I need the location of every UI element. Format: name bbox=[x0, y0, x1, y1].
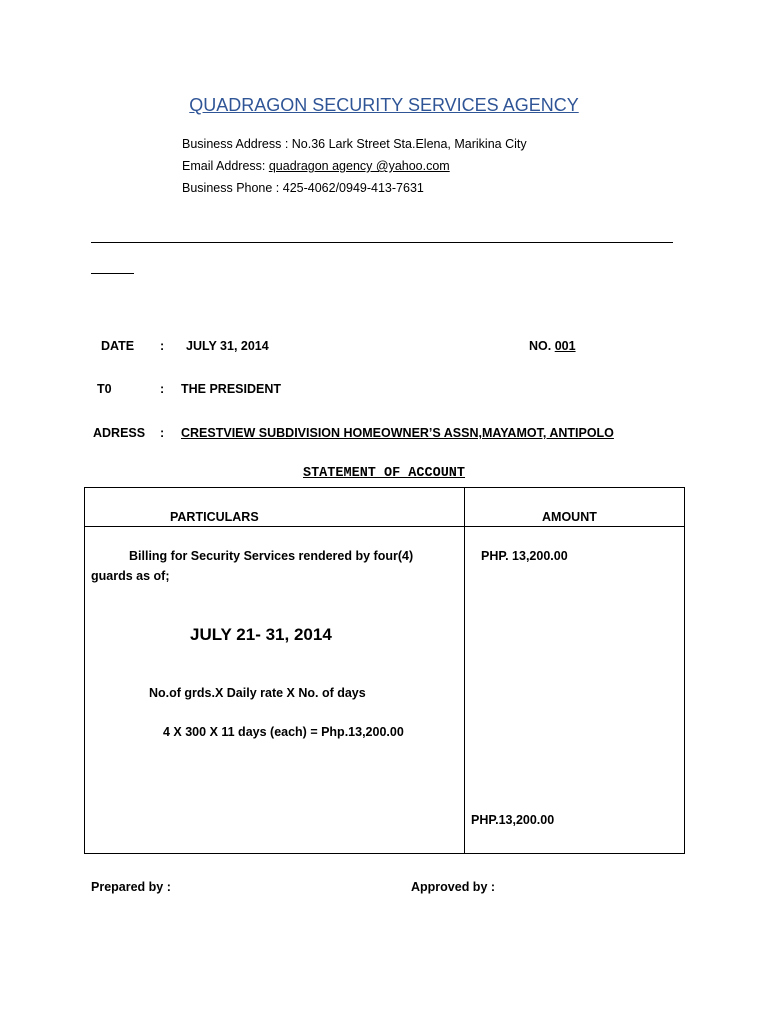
business-address: Business Address : No.36 Lark Street Sta.Elena, Marikina City bbox=[182, 137, 527, 151]
to-value: THE PRESIDENT bbox=[181, 382, 282, 396]
email-link[interactable]: quadragon agency @yahoo.com bbox=[268, 159, 450, 173]
table-column-divider bbox=[464, 488, 465, 853]
amount-header: AMOUNT bbox=[542, 510, 597, 524]
address-colon: : bbox=[160, 426, 165, 440]
particulars-header: PARTICULARS bbox=[170, 510, 259, 524]
total-amount: PHP.13,200.00 bbox=[471, 813, 555, 827]
billing-line-1: Billing for Security Services rendered by four(4) bbox=[129, 549, 414, 563]
prepared-by-label: Prepared by : bbox=[91, 880, 171, 894]
number-value: 001 bbox=[554, 339, 576, 353]
separator-line-continued bbox=[91, 273, 134, 274]
billing-period: JULY 21- 31, 2014 bbox=[190, 625, 332, 644]
separator-line bbox=[91, 242, 673, 243]
date-colon: : bbox=[160, 339, 165, 353]
date-label: DATE bbox=[101, 339, 135, 353]
email-label: Email Address: bbox=[182, 159, 269, 173]
billing-line-2: guards as of; bbox=[91, 569, 170, 583]
formula-calculation: 4 X 300 X 11 days (each) = Php.13,200.00 bbox=[163, 725, 404, 739]
business-phone: Business Phone : 425-4062/0949-413-7631 bbox=[182, 181, 424, 195]
statement-title: STATEMENT OF ACCOUNT bbox=[302, 466, 466, 481]
formula-label: No.of grds.X Daily rate X No. of days bbox=[149, 686, 366, 700]
approved-by-label: Approved by : bbox=[411, 880, 496, 894]
table-header-divider bbox=[85, 526, 684, 527]
company-name: QUADRAGON SECURITY SERVICES AGENCY bbox=[189, 95, 579, 115]
statement-table bbox=[84, 487, 685, 854]
email-line bbox=[182, 159, 450, 173]
number-label: NO. bbox=[529, 339, 555, 353]
to-colon: : bbox=[160, 382, 165, 396]
invoice-number bbox=[529, 339, 576, 353]
address-value: CRESTVIEW SUBDIVISION HOMEOWNER’S ASSN,MAYAMOT, ANTIPOLO bbox=[181, 426, 614, 440]
date-value: JULY 31, 2014 bbox=[186, 339, 269, 353]
amount-value: PHP. 13,200.00 bbox=[481, 549, 568, 563]
address-label: ADRESS bbox=[93, 426, 146, 440]
to-label: T0 bbox=[97, 382, 112, 396]
